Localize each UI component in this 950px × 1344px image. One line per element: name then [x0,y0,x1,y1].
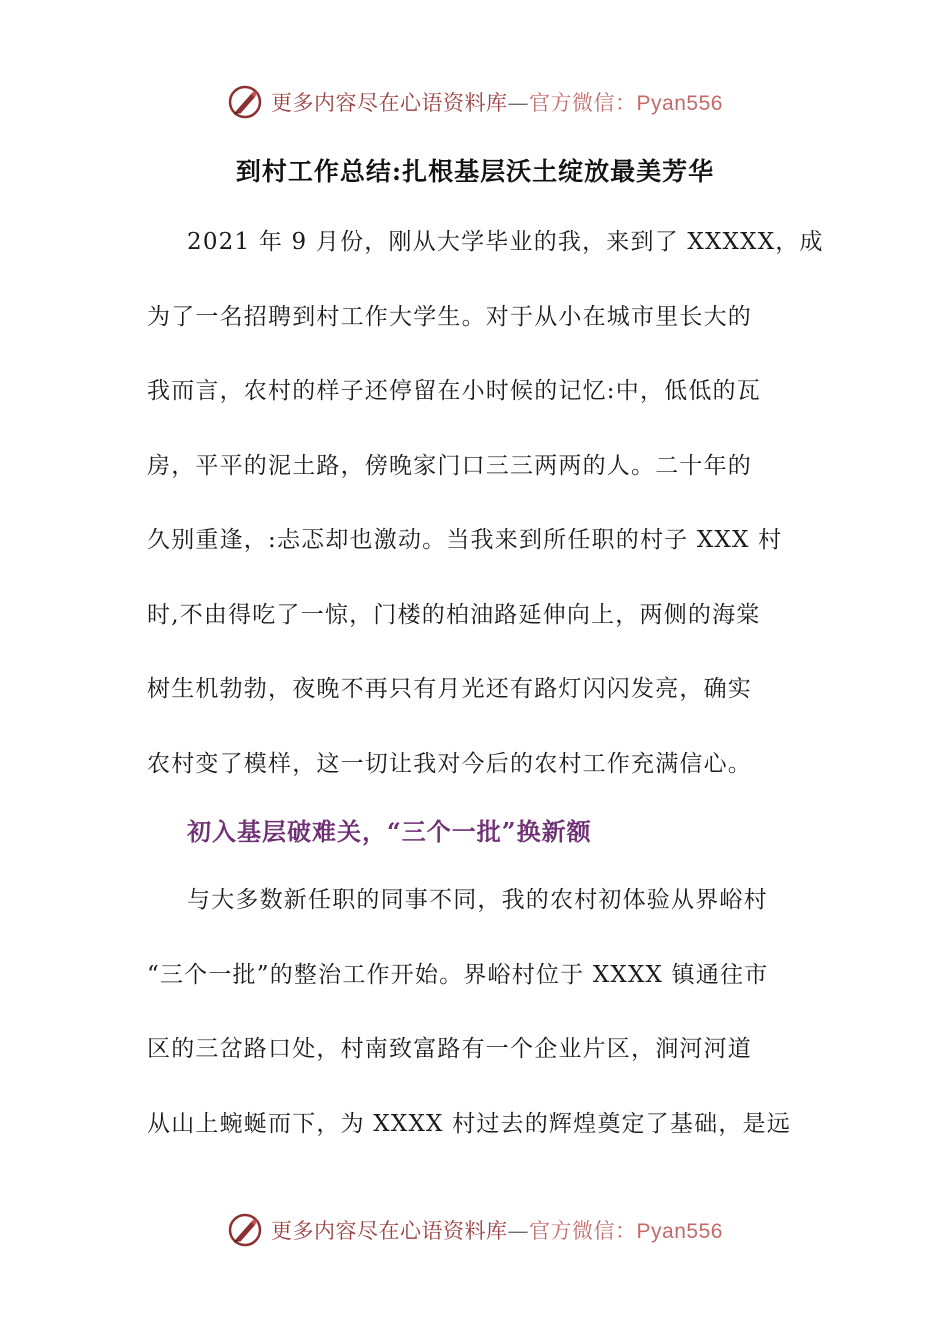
document-title: 到村工作总结:扎根基层沃土绽放最美芳华 [235,157,715,186]
paragraph-line: 区的三岔路口处，村南致富路有一个企业片区，涧河河道 [147,1036,752,1062]
footer-banner [0,1208,950,1252]
paragraph-line: 房，平平的泥土路，傍晚家门口三三两两的人。二十年的 [147,452,752,479]
paragraph-line: 从山上蜿蜒而下，为 XXXX 村过去的辉煌奠定了基础，是远 [147,1110,791,1137]
paragraph-line: 时,不由得吃了一惊，门楼的柏油路延伸向上，两侧的海棠 [147,601,761,628]
banner-separator: — [507,1219,530,1243]
section-heading: 初入基层破难关，“三个一批”换新额 [187,817,592,846]
paragraph-1 [147,205,824,801]
paragraph-line: 与大多数新任职的同事不同，我的农村初体验从界峪村 [187,887,768,913]
banner-text [271,87,723,117]
paragraph-line: 为了一名招聘到村工作大学生。对于从小在城市里长大的 [147,303,752,330]
paragraph-line: 久别重逢，:忐忑却也激动。当我来到所任职的村子 XXX 村 [147,527,783,553]
banner-brand: 更多内容尽在心语资料库 [271,91,508,115]
banner-contact: 官方微信：Pyan556 [529,1220,723,1243]
paragraph-line: 树生机勃勃，夜晚不再只有月光还有路灯闪闪发亮，确实 [147,676,752,702]
pen-logo-icon [227,1212,263,1248]
banner-contact: 官方微信：Pyan556 [529,92,723,115]
banner-separator: — [507,91,530,115]
paragraph-line: 农村变了模样，这一切让我对今后的农村工作充满信心。 [147,750,752,777]
paragraph-2 [147,863,803,1161]
paragraph-line: 2021 年 9 月份，刚从大学毕业的我，来到了 XXXXX，成 [187,229,824,255]
paragraph-line: 我而言，农村的样子还停留在小时候的记忆:中，低低的瓦 [147,378,761,404]
banner-brand: 更多内容尽在心语资料库 [271,1219,508,1243]
paragraph-line: “三个一批”的整治工作开始。界峪村位于 XXXX 镇通往市 [147,961,769,988]
pen-logo-icon [227,84,263,120]
header-banner [0,80,950,124]
banner-text [271,1215,723,1245]
